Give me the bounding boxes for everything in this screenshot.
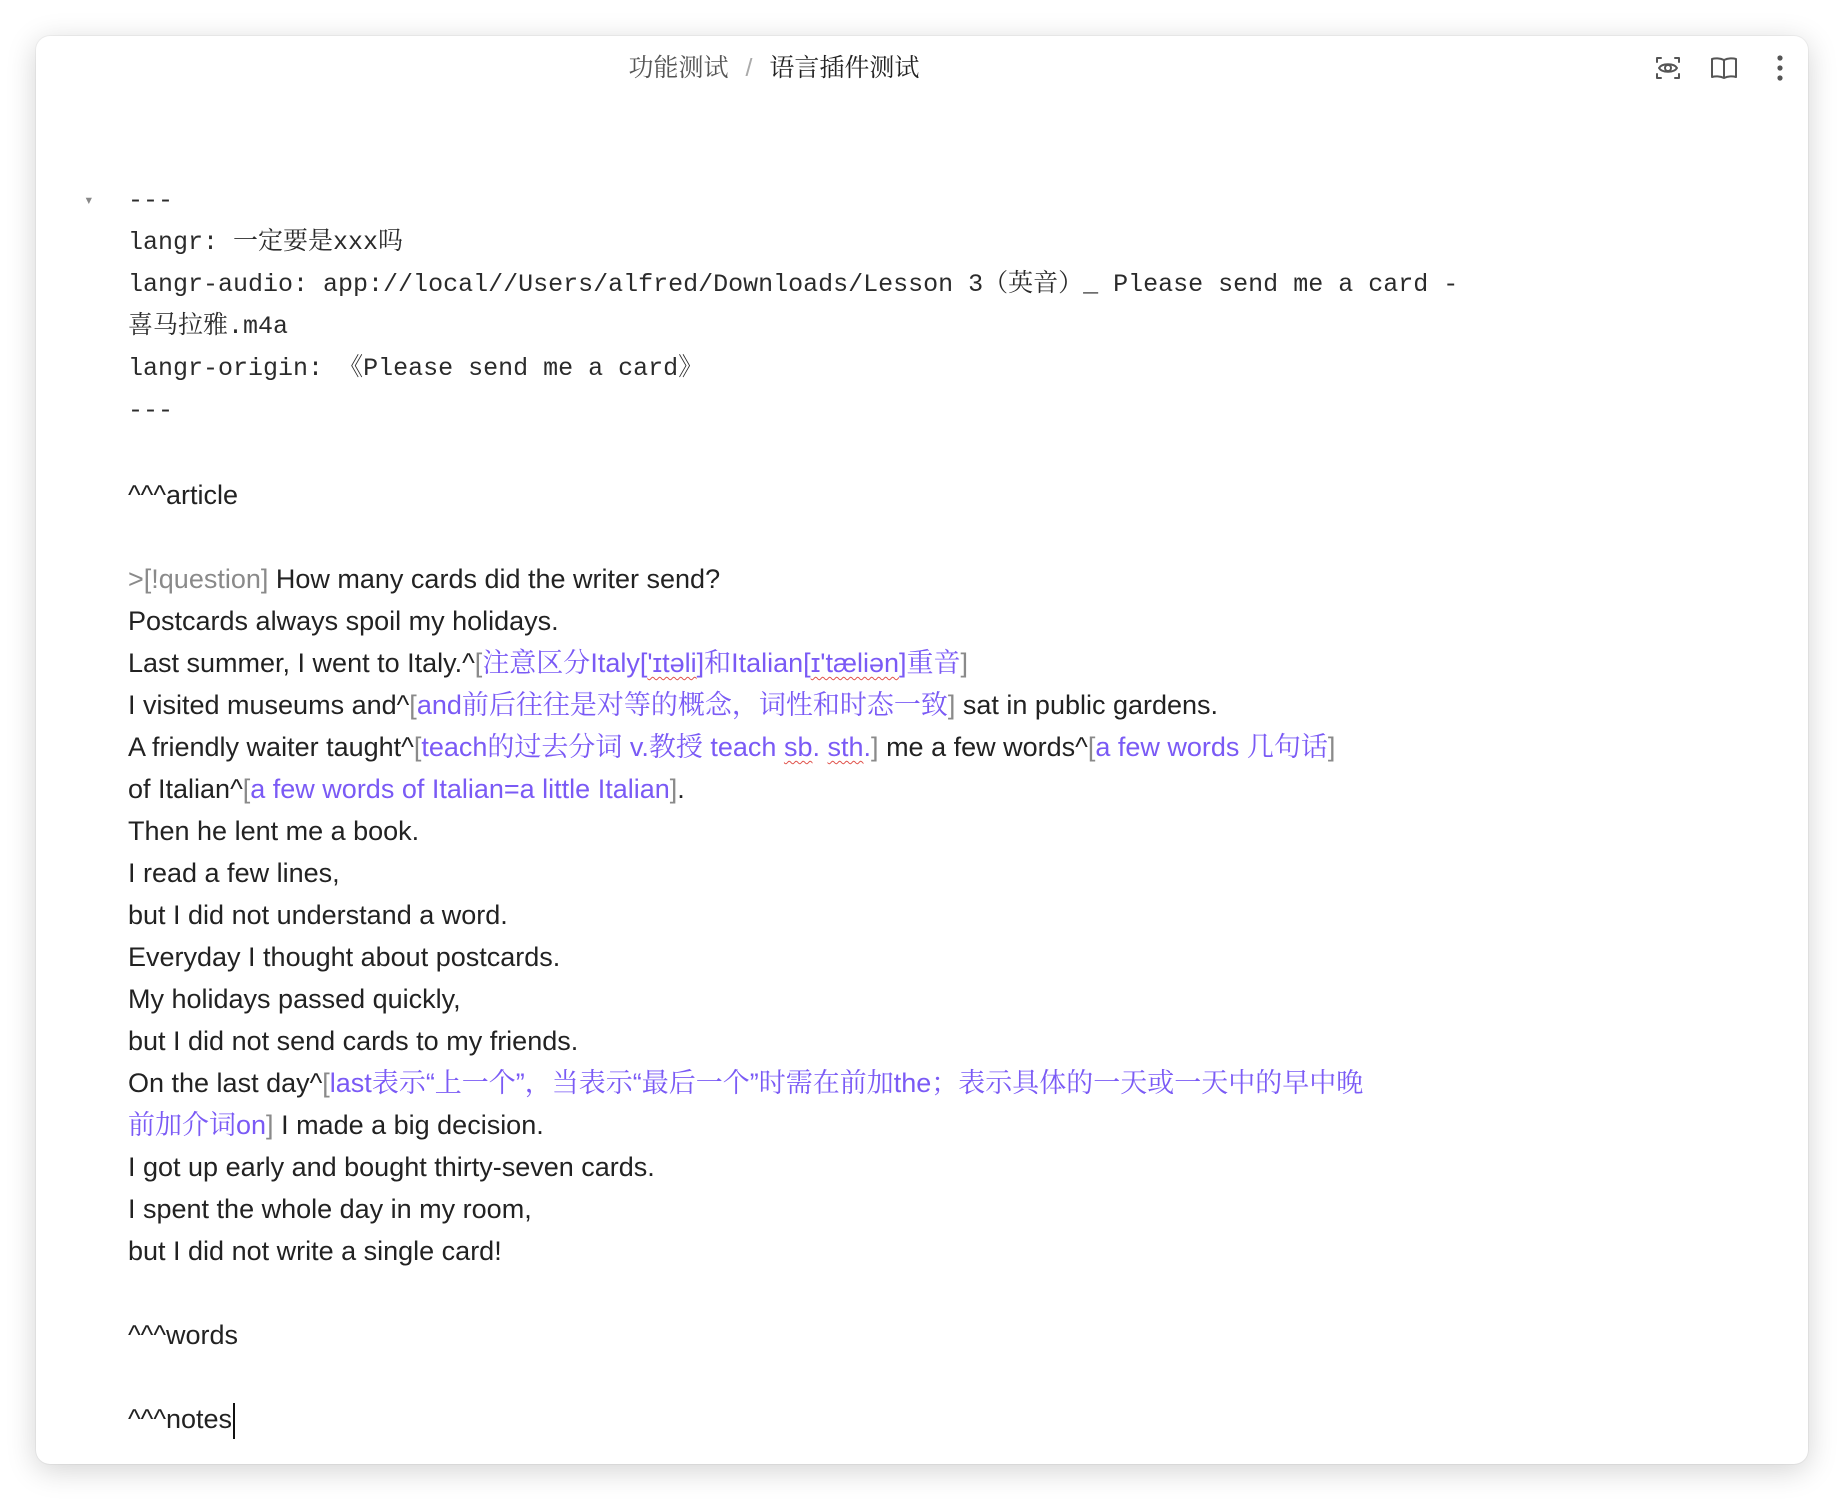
annotation-bracket-open: [ xyxy=(322,1068,330,1098)
annotation-bracket-close: ] xyxy=(947,690,956,720)
annotation-bracket-close: ] xyxy=(871,732,879,762)
frontmatter-audio xyxy=(128,264,1488,306)
note-window xyxy=(36,36,1808,1464)
article-line-4 xyxy=(128,726,1488,768)
article-text: but I did not understand a word. xyxy=(128,900,508,930)
article-line-3 xyxy=(128,684,1488,726)
editor-content[interactable] xyxy=(84,180,1488,1440)
article-line-2 xyxy=(128,642,1488,684)
annotation-text[interactable]: 注意区分 xyxy=(482,648,591,678)
article-line-7 xyxy=(128,852,1488,894)
annotation-text[interactable]: . xyxy=(863,732,872,762)
annotation-text[interactable]: teach的过去分词 v.教授 teach xyxy=(421,732,784,762)
annotation-text[interactable]: ]和Italian[ xyxy=(696,648,811,678)
frontmatter-open-delimiter: --- xyxy=(128,186,174,215)
annotation-misspelled[interactable]: ɪ'tæliən xyxy=(810,648,899,678)
article-line-9 xyxy=(128,936,1488,978)
callout-text: How many cards did the writer send? xyxy=(275,564,721,594)
reading-view-icon xyxy=(1653,54,1683,82)
article-text: I got up early and bought thirty-seven cards. xyxy=(128,1152,655,1182)
article-marker: ^^^article xyxy=(128,480,239,510)
article-line-5 xyxy=(128,768,1488,810)
article-line-11 xyxy=(128,1020,1488,1062)
section-words xyxy=(128,1314,1488,1356)
article-line-8 xyxy=(128,894,1488,936)
article-line-1 xyxy=(128,600,1488,642)
annotation-text[interactable]: 前加介词on xyxy=(128,1110,267,1140)
frontmatter-open xyxy=(84,180,1488,222)
annotation-bracket-open: [ xyxy=(242,774,251,804)
breadcrumb-file[interactable]: 语言插件测试 xyxy=(769,54,920,82)
fold-arrow-icon[interactable]: ▾ xyxy=(84,192,94,210)
text-cursor xyxy=(233,1403,235,1439)
frontmatter-origin xyxy=(128,348,1488,390)
annotation-misspelled[interactable]: 'ɪtəli xyxy=(647,648,697,678)
annotation-text[interactable]: a few words 几句话 xyxy=(1095,732,1328,762)
more-options-button[interactable] xyxy=(1752,48,1808,88)
article-text: but I did not write a single card! xyxy=(128,1236,502,1266)
book-button[interactable] xyxy=(1696,48,1752,88)
annotation-text[interactable]: last表示“上一个”，当表示“最后一个”时需在前加the；表示具体的一天或一天中的早中晚 xyxy=(329,1068,1364,1098)
annotation-text[interactable]: and前后往往是对等的概念，词性和时态一致 xyxy=(416,690,948,720)
article-text: Postcards always spoil my holidays. xyxy=(128,606,559,636)
blank-line xyxy=(128,1272,1488,1314)
frontmatter-langr xyxy=(128,222,1488,264)
blank-line xyxy=(128,1356,1488,1398)
blank-line xyxy=(128,432,1488,474)
article-text: On the last day^ xyxy=(128,1068,323,1098)
audio-value: app://local//Users/alfred/Downloads/Lesson 3（英音）_ Please send me a card - xyxy=(323,270,1459,299)
words-marker: ^^^words xyxy=(128,1320,239,1350)
article-text: me a few words^ xyxy=(878,732,1088,762)
annotation-bracket-close: ] xyxy=(669,774,678,804)
annotation-bracket-open: [ xyxy=(409,690,417,720)
annotation-bracket-open: [ xyxy=(474,648,483,678)
article-line-12 xyxy=(128,1062,1488,1104)
article-text: sat in public gardens. xyxy=(955,690,1219,720)
article-text: of Italian^ xyxy=(128,774,243,804)
breadcrumb-folder[interactable]: 功能测试 xyxy=(628,54,729,82)
article-text: but I did not send cards to my friends. xyxy=(128,1026,579,1056)
breadcrumb-separator: / xyxy=(745,54,753,82)
audio-value-cont: 喜马拉雅.m4a xyxy=(128,312,289,341)
article-line-13 xyxy=(128,1146,1488,1188)
view-actions xyxy=(1640,48,1808,88)
article-line-14 xyxy=(128,1188,1488,1230)
article-line-10 xyxy=(128,978,1488,1020)
article-text: I read a few lines, xyxy=(128,858,340,888)
annotation-text[interactable]: ]重音 xyxy=(899,648,961,678)
frontmatter-close xyxy=(128,390,1488,432)
blank-line xyxy=(128,516,1488,558)
langr-key: langr: xyxy=(128,228,219,257)
section-notes xyxy=(128,1398,1488,1440)
notes-marker: ^^^notes xyxy=(128,1404,233,1434)
more-options-icon xyxy=(1775,54,1785,82)
article-line-6 xyxy=(128,810,1488,852)
book-icon xyxy=(1709,55,1739,81)
callout-type: [!question] xyxy=(143,564,269,594)
frontmatter-audio-cont xyxy=(128,306,1488,348)
article-text: My holidays passed quickly, xyxy=(128,984,461,1014)
article-text: I spent the whole day in my room, xyxy=(128,1194,532,1224)
article-text: A friendly waiter taught^ xyxy=(128,732,414,762)
article-text: Last summer, I went to Italy.^ xyxy=(128,648,475,678)
annotation-bracket-open: [ xyxy=(413,732,422,762)
annotation-text[interactable]: . xyxy=(812,732,828,762)
annotation-text[interactable]: Italy[ xyxy=(590,648,648,678)
breadcrumb xyxy=(36,50,1512,86)
article-text: Then he lent me a book. xyxy=(128,816,420,846)
callout-marker: > xyxy=(128,564,144,594)
audio-key: langr-audio: xyxy=(128,270,309,299)
reading-view-button[interactable] xyxy=(1640,48,1696,88)
annotation-misspelled[interactable]: sth xyxy=(827,732,864,762)
annotation-bracket-close: ] xyxy=(960,648,969,678)
section-article xyxy=(128,474,1488,516)
annotation-text[interactable]: a few words of Italian=a little Italian xyxy=(250,774,670,804)
annotation-bracket-open: [ xyxy=(1087,732,1096,762)
frontmatter-close-delimiter: --- xyxy=(128,396,174,425)
origin-value: 《Please send me a card》 xyxy=(338,354,704,383)
article-line-12-cont xyxy=(128,1104,1488,1146)
annotation-bracket-close: ] xyxy=(266,1110,274,1140)
article-text: I made a big decision. xyxy=(273,1110,544,1140)
langr-value: 一定要是xxx吗 xyxy=(233,228,404,257)
annotation-bracket-close: ] xyxy=(1327,732,1336,762)
title-bar xyxy=(36,36,1808,102)
callout-line xyxy=(128,558,1488,600)
article-text: Everyday I thought about postcards. xyxy=(128,942,561,972)
annotation-misspelled[interactable]: sb xyxy=(783,732,813,762)
origin-key: langr-origin: xyxy=(128,354,324,383)
article-text: I visited museums and^ xyxy=(128,690,410,720)
article-line-15 xyxy=(128,1230,1488,1272)
article-text: . xyxy=(677,774,685,804)
